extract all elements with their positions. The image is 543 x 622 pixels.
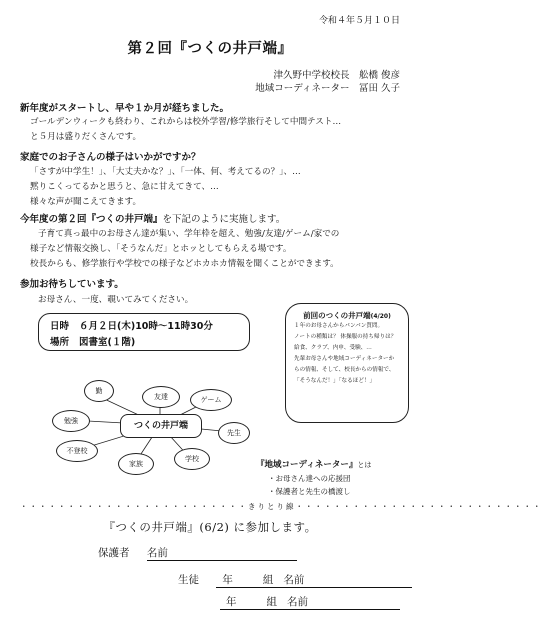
student-row bbox=[178, 572, 412, 588]
student-name-label: 名前 bbox=[287, 596, 308, 608]
previous-session-title-text: 前回のつくの井戸端 bbox=[303, 311, 371, 320]
event-place-label: 場所 bbox=[50, 337, 70, 348]
section1-line: と５月は盛りだくさんです。 bbox=[30, 132, 142, 142]
event-place-row bbox=[50, 334, 135, 348]
section3-line: 校長からも、修学旅行や学校での様子などホカホカ情報を聞くことができます。 bbox=[30, 259, 339, 269]
section2-line: 「さすが中学生！」、「大丈夫かな？」、「一体、何、考えてるの？」、… bbox=[30, 167, 301, 177]
grade-label: 年 bbox=[226, 596, 237, 608]
mindmap-center: つくの井戸端 bbox=[120, 414, 202, 438]
definition-item: ・お母さん達への応援団 bbox=[268, 474, 351, 483]
student-field-2[interactable] bbox=[220, 594, 400, 610]
definition-heading bbox=[256, 458, 371, 470]
section3-heading bbox=[20, 211, 285, 225]
section1-line: ゴールデンウィークも終わり、これからは校外学習/修学旅行そして中間テスト… bbox=[30, 117, 342, 127]
newsletter-title: 第２回『つくの井戸端』 bbox=[127, 40, 293, 57]
previous-session-line: ノートの種類は？ 体操服の持ち帰りは？ bbox=[294, 334, 397, 340]
class-label: 組 bbox=[262, 574, 274, 586]
definition-suffix: とは bbox=[357, 461, 372, 469]
event-info-box bbox=[38, 313, 250, 351]
event-place-value: 図書室(１階) bbox=[79, 337, 136, 348]
student-label: 生徒 bbox=[178, 574, 199, 586]
event-date-value: ６月２日(木)10時～11時30分 bbox=[79, 321, 213, 332]
guardian-name-label: 名前 bbox=[146, 547, 168, 559]
previous-session-line: １年のお母さんからバンバン質問。 bbox=[294, 323, 384, 329]
definition-term: 『地域コーディネーター』 bbox=[256, 460, 358, 470]
section4-heading: 参加お待ちしています。 bbox=[20, 279, 124, 290]
student-row-2 bbox=[220, 594, 400, 610]
section2-line: 黙りこくってるかと思うと、急に甘えてきて、… bbox=[30, 182, 219, 192]
mindmap-topic: 友達 bbox=[142, 386, 180, 408]
guardian-name-field[interactable] bbox=[147, 545, 297, 561]
reply-statement: 『つくの井戸端』(6/2) に参加します。 bbox=[103, 520, 317, 534]
previous-session-line: らの情報、そして、校長からの情報で、 bbox=[294, 367, 395, 373]
mindmap-topic: 勉強 bbox=[52, 410, 90, 432]
grade-label: 年 bbox=[222, 574, 233, 586]
section3-heading-prefix: 今年度の第２回『つくの井戸端』 bbox=[20, 214, 163, 225]
guardian-row bbox=[98, 545, 297, 561]
mindmap-topic: ゲーム bbox=[190, 389, 232, 411]
section2-line: 様々な声が聞こえてきます。 bbox=[30, 197, 142, 207]
previous-session-box bbox=[285, 303, 409, 423]
previous-session-title bbox=[286, 310, 408, 321]
mindmap-topic: 家族 bbox=[118, 453, 154, 475]
previous-session-line: 給食、クラブ、内申、受験、… bbox=[294, 345, 372, 351]
student-name-label: 名前 bbox=[283, 574, 305, 586]
previous-session-line: 先輩お母さんや地域コーディネーターか bbox=[294, 356, 395, 362]
definition-item: ・保護者と先生の橋渡し bbox=[268, 487, 351, 496]
previous-session-date: (4/20) bbox=[370, 313, 391, 320]
section3-line: 子育て真っ最中のお母さん達が集い、学年枠を超え、勉強/友達/ゲーム/家での bbox=[38, 229, 340, 239]
section3-heading-suffix: を下記のように実施します。 bbox=[162, 214, 286, 225]
section4-line: お母さん、一度、覗いてみてください。 bbox=[38, 295, 194, 305]
event-date-label: 日時 bbox=[50, 321, 70, 332]
mindmap-topic: 勤 bbox=[84, 380, 114, 402]
class-label: 組 bbox=[266, 596, 277, 608]
section2-heading: 家庭でのお子さんの様子はいかがですか？ bbox=[20, 152, 201, 163]
author-coordinator: 地域コーディネーター 冨田 久子 bbox=[255, 83, 400, 94]
mindmap-topic: 学校 bbox=[174, 448, 210, 470]
guardian-label: 保護者 bbox=[98, 547, 130, 559]
cut-line: ・・・・・・・・・・・・・・・・・・・・・・・・きりとり線・・・・・・・・・・・・・・・・・・・・・・・・・・ bbox=[20, 502, 543, 511]
previous-session-line: 「そうなんだ！」「なるほど！」 bbox=[294, 378, 376, 384]
section3-line: 様子など情報交換し、「そうなんだ」とホッとしてもらえる場です。 bbox=[30, 244, 292, 254]
section1-heading: 新年度がスタートし、早や１か月が経ちました。 bbox=[20, 103, 230, 114]
issue-date: 令和４年５月１０日 bbox=[318, 16, 400, 26]
event-date-row bbox=[50, 318, 213, 332]
student-field[interactable] bbox=[216, 572, 412, 588]
mindmap-topic: 不登校 bbox=[56, 440, 98, 462]
mindmap-topic: 先生 bbox=[218, 422, 250, 444]
author-principal: 津久野中学校校長 舩橋 俊彦 bbox=[273, 70, 400, 81]
